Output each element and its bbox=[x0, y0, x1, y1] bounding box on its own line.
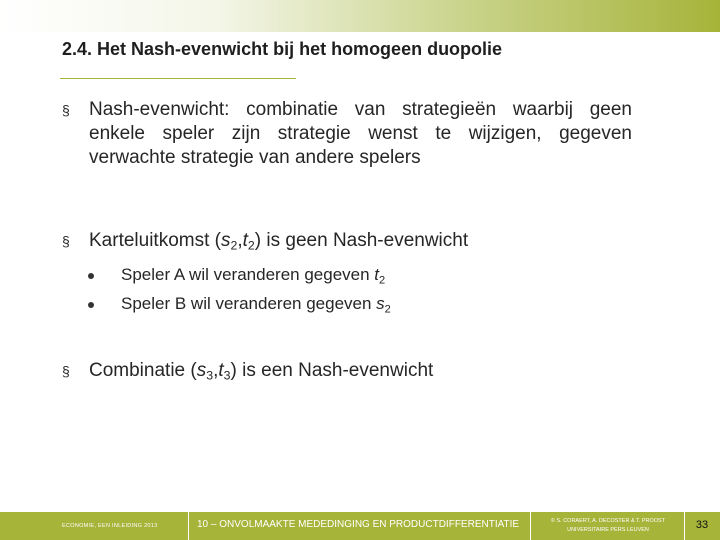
bullet-marker: § bbox=[62, 233, 70, 249]
footer-divider bbox=[684, 512, 685, 540]
math-subscript: 2 bbox=[379, 274, 386, 287]
math-variable: s bbox=[220, 230, 231, 251]
math-variable: s bbox=[196, 360, 207, 381]
subitem-text bbox=[88, 264, 385, 291]
math-subscript: 2 bbox=[230, 238, 238, 253]
text-part: Speler A wil veranderen gegeven bbox=[121, 265, 375, 284]
footer-copyright bbox=[536, 517, 680, 535]
footer-chapter-title: 10 – ONVOLMAAKTE MEDEDINGING EN PRODUCTDIFFERENTIATIE bbox=[197, 519, 520, 530]
math-subscript: 2 bbox=[247, 238, 255, 253]
text-part: Combinatie ( bbox=[89, 360, 197, 381]
text-part: ) is een Nash-evenwicht bbox=[230, 360, 434, 381]
page-number: 33 bbox=[695, 519, 709, 531]
subitem-text bbox=[88, 293, 391, 320]
footer-book-title: ECONOMIE, EEN INLEIDING 2013 bbox=[62, 523, 158, 529]
bullet-nash-definition bbox=[62, 98, 632, 170]
math-variable: t bbox=[374, 265, 380, 284]
text-part: , bbox=[237, 230, 243, 251]
math-variable: t bbox=[218, 360, 224, 381]
subitem-speler-a bbox=[88, 264, 385, 291]
slide-title: 2.4. Het Nash-evenwicht bij het homogeen duopolie bbox=[62, 39, 503, 59]
bullet-combination-equilibrium bbox=[62, 359, 632, 388]
math-variable: s bbox=[376, 294, 385, 313]
bullet-text bbox=[62, 229, 632, 258]
footer-divider bbox=[530, 512, 531, 540]
footer-bar bbox=[0, 512, 720, 540]
footer-authors: © S. CORAERT, A. DECOSTER & T. PROOST bbox=[550, 518, 666, 524]
bullet-kartel-outcome bbox=[62, 229, 632, 258]
math-subscript: 3 bbox=[223, 368, 231, 383]
math-subscript: 2 bbox=[384, 303, 391, 316]
math-subscript: 3 bbox=[206, 368, 214, 383]
bullet-marker: § bbox=[62, 102, 70, 118]
footer-publisher: UNIVERSITAIRE PERS LEUVEN bbox=[567, 527, 649, 533]
text-part: Speler B wil veranderen gegeven bbox=[121, 294, 377, 313]
header-gradient-bar bbox=[0, 0, 720, 32]
sub-bullet-dot bbox=[88, 302, 94, 308]
subitem-speler-b bbox=[88, 293, 391, 320]
sub-bullet-dot bbox=[88, 273, 94, 279]
text-part: , bbox=[213, 360, 219, 381]
math-variable: t bbox=[242, 230, 248, 251]
bullet-marker: § bbox=[62, 363, 70, 379]
text-part: ) is geen Nash-evenwicht bbox=[254, 230, 469, 251]
bullet-text bbox=[62, 359, 632, 388]
title-underline bbox=[60, 78, 296, 79]
text-part: Karteluitkomst ( bbox=[89, 230, 221, 251]
footer-divider bbox=[188, 512, 189, 540]
bullet-text: Nash-evenwicht: combinatie van strategieën waarbij geen enkele speler zijn strategie wenst te wijzigen, gegeven verwachte strategie van andere spelers bbox=[89, 99, 632, 168]
